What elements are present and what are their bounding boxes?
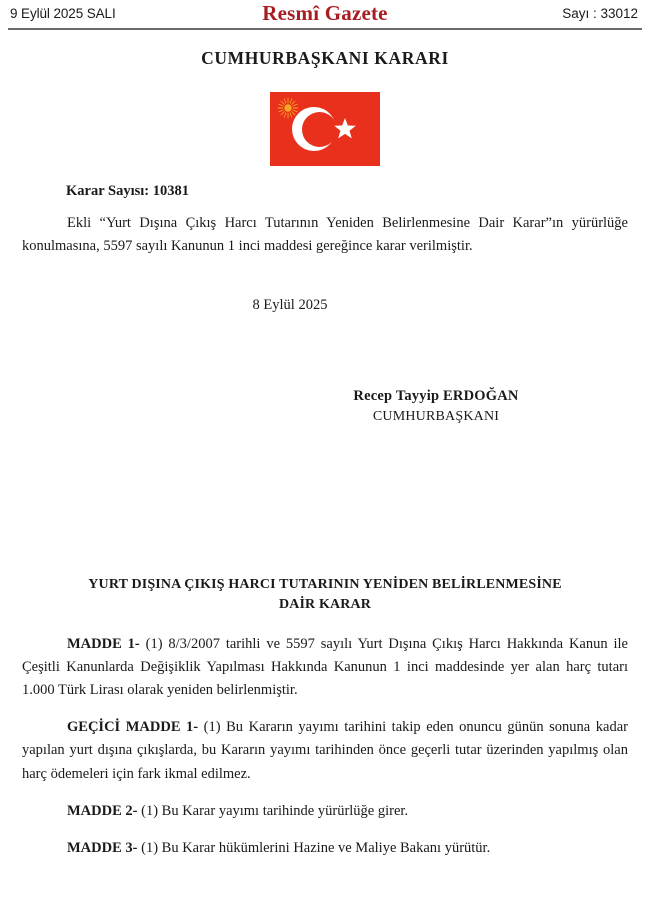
signature-block bbox=[22, 388, 628, 425]
decision-intro-paragraph: Ekli “Yurt Dışına Çıkış Harcı Tutarının Yeniden Belirlenmesine Dair Karar”ın yürürlüğe konulmasına, 5597 sayılı Kanunun 1 inci maddesi gereğince karar verilmiştir. bbox=[22, 215, 628, 255]
page-title: CUMHURBAŞKANI KARARI bbox=[201, 48, 449, 68]
signatory-title: CUMHURBAŞKANI bbox=[372, 408, 500, 424]
article-paragraph bbox=[22, 633, 628, 703]
gazette-title: Resmî Gazete bbox=[262, 1, 388, 25]
document-body bbox=[0, 48, 650, 860]
issue-number: Sayı : 33012 bbox=[562, 6, 638, 21]
article-text: (1) Bu Karar hükümlerini Hazine ve Maliye Bakanı yürütür. bbox=[137, 840, 491, 857]
header-divider bbox=[8, 28, 642, 30]
article-text: (1) 8/3/2007 tarihli ve 5597 sayılı Yurt Dışına Çıkış Harcı Hakkında Kanun ile Çeşitli Kanunlarda Değişiklik Yapılması Hakkında Kanunun 1 inci maddesinde yer alan harç tutarı 1.000 Türk Lirası olarak yeniden belirlenmiştir. bbox=[22, 635, 628, 699]
annex-section bbox=[22, 575, 628, 860]
turkish-flag-icon bbox=[270, 92, 380, 166]
annex-heading-line-1: YURT DIŞINA ÇIKIŞ HARCI TUTARININ YENİDEN BELİRLENMESİNE bbox=[88, 576, 562, 592]
article-paragraph bbox=[22, 837, 628, 860]
sun-emblem-icon bbox=[277, 97, 299, 119]
article-paragraph bbox=[22, 800, 628, 823]
signatory-name: Recep Tayyip ERDOĞAN bbox=[353, 387, 519, 404]
decision-number: Karar Sayısı: 10381 bbox=[66, 183, 189, 199]
article-list bbox=[22, 633, 628, 861]
five-pointed-star-icon bbox=[333, 117, 357, 141]
article-label: MADDE 1- bbox=[67, 635, 140, 652]
decision-date: 8 Eylül 2025 bbox=[252, 296, 328, 313]
gazette-masthead bbox=[0, 0, 650, 28]
annex-heading-line-2: DAİR KARAR bbox=[278, 596, 372, 612]
article-text: (1) Bu Karar yayımı tarihinde yürürlüğe girer. bbox=[137, 802, 409, 819]
article-paragraph bbox=[22, 716, 628, 786]
article-label: GEÇİCİ MADDE 1- bbox=[67, 719, 199, 736]
article-label: MADDE 2- bbox=[67, 802, 138, 819]
publication-date: 9 Eylül 2025 SALI bbox=[10, 6, 116, 21]
emblem-container bbox=[22, 92, 628, 166]
article-label: MADDE 3- bbox=[67, 840, 138, 857]
article-text: (1) Bu Kararın yayımı tarihini takip eden onuncu günün sonuna kadar yapılan yurt dışına çıkışlarda, bu Kararın yayımı tarihinden önce geçerli tutar üzerinden yapılmış olan harç ödemeleri için fark ikmal edilmez. bbox=[22, 719, 628, 782]
annex-heading bbox=[22, 575, 628, 615]
crescent-inner-disc bbox=[302, 112, 337, 147]
